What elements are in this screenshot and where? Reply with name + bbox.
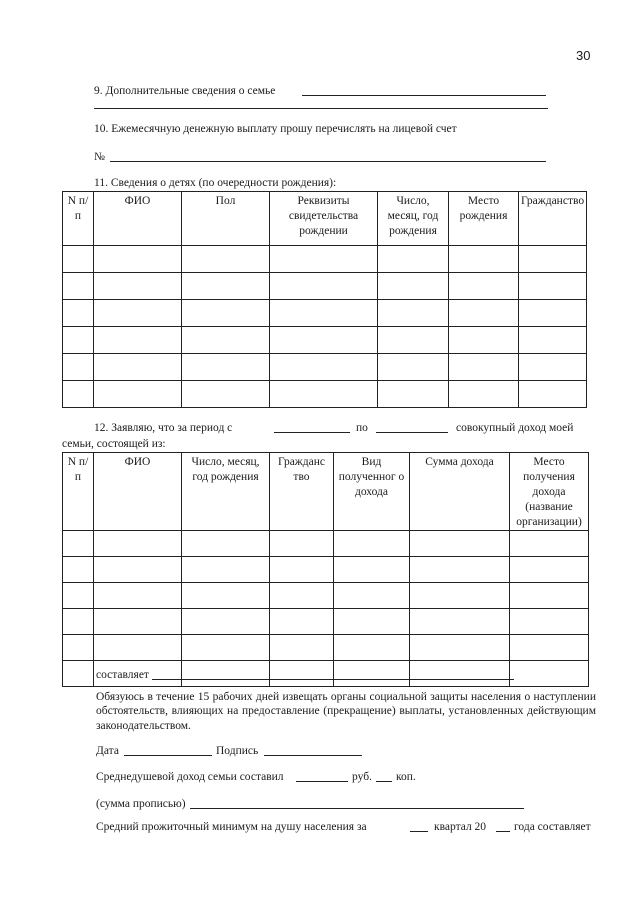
section11-label: 11. Сведения о детях (по очередности рождения): <box>94 177 337 189</box>
date-line[interactable] <box>124 755 212 756</box>
date-label: Дата <box>96 745 119 757</box>
table-row <box>63 246 587 273</box>
section9-label: 9. Дополнительные сведения о семье <box>94 85 276 97</box>
table-row <box>63 327 587 354</box>
children-table-header-row <box>63 192 587 246</box>
children-col-certificate: Реквизиты свидетельства рождении <box>270 192 378 246</box>
year-line[interactable] <box>496 831 510 832</box>
period-to-line[interactable] <box>376 432 448 433</box>
table-row <box>63 608 589 634</box>
children-col-name: ФИО <box>94 192 182 246</box>
in-words-line[interactable] <box>190 808 524 809</box>
table-row <box>63 300 587 327</box>
subsistence-part1: Средний прожиточный минимум на душу населения за <box>96 821 367 833</box>
account-number-sign: № <box>94 151 105 163</box>
income-col-citizenship: Гражданс тво <box>270 453 334 531</box>
section12-line1-start: 12. Заявляю, что за период с <box>94 422 233 434</box>
table-row <box>63 354 587 381</box>
signature-label: Подпись <box>216 745 259 757</box>
avg-income-rub: руб. <box>352 771 372 783</box>
subsistence-part3: года составляет <box>514 821 591 833</box>
page-number: 30 <box>576 48 591 63</box>
table-row <box>63 556 589 582</box>
table-row <box>63 381 587 408</box>
income-table <box>62 452 589 687</box>
section9-input-line[interactable] <box>302 95 546 96</box>
children-col-birthplace: Место рождения <box>449 192 519 246</box>
children-col-sex: Пол <box>182 192 270 246</box>
children-col-citizenship: Гражданство <box>519 192 587 246</box>
income-col-income-type: Вид полученног о дохода <box>334 453 410 531</box>
in-words-label: (сумма прописью) <box>96 798 186 810</box>
table-row <box>63 273 587 300</box>
income-table-header-row <box>63 453 589 531</box>
period-from-line[interactable] <box>274 432 350 433</box>
section9-input-line-2[interactable] <box>94 108 548 109</box>
avg-income-label: Среднедушевой доход семьи составил <box>96 771 284 783</box>
amounts-line[interactable] <box>152 679 514 680</box>
avg-income-kop-line[interactable] <box>376 781 392 782</box>
subsistence-part2: квартал 20 <box>434 821 487 833</box>
income-col-source: Место получения дохода (название организации) <box>510 453 589 531</box>
account-number-line[interactable] <box>110 161 546 162</box>
section10-label: 10. Ежемесячную денежную выплату прошу перечислять на лицевой счет <box>94 123 457 135</box>
income-col-amount: Сумма дохода <box>410 453 510 531</box>
obligation-text: Обязуюсь в течение 15 рабочих дней извещать органы социальной защиты населения о наступлении обстоятельств, влияющих на предоставление (прекращение) выплаты, установленных действующим законодательством. <box>96 691 596 732</box>
income-col-name: ФИО <box>94 453 182 531</box>
avg-income-kop: коп. <box>396 771 416 783</box>
avg-income-rub-line[interactable] <box>296 781 348 782</box>
children-col-number: N п/п <box>63 192 94 246</box>
section12-line2: семьи, состоящей из: <box>62 438 166 450</box>
children-col-birthdate: Число, месяц, год рождения <box>378 192 449 246</box>
section12-line1-end: совокупный доход моей <box>456 422 574 434</box>
income-col-birthdate: Число, месяц, год рождения <box>182 453 270 531</box>
amounts-label: составляет <box>96 669 149 681</box>
signature-line[interactable] <box>264 755 362 756</box>
section12-line1-by: по <box>356 422 368 434</box>
table-row <box>63 634 589 660</box>
table-row <box>63 530 589 556</box>
quarter-line[interactable] <box>410 831 428 832</box>
income-col-number: N п/п <box>63 453 94 531</box>
children-table <box>62 191 587 408</box>
table-row <box>63 582 589 608</box>
